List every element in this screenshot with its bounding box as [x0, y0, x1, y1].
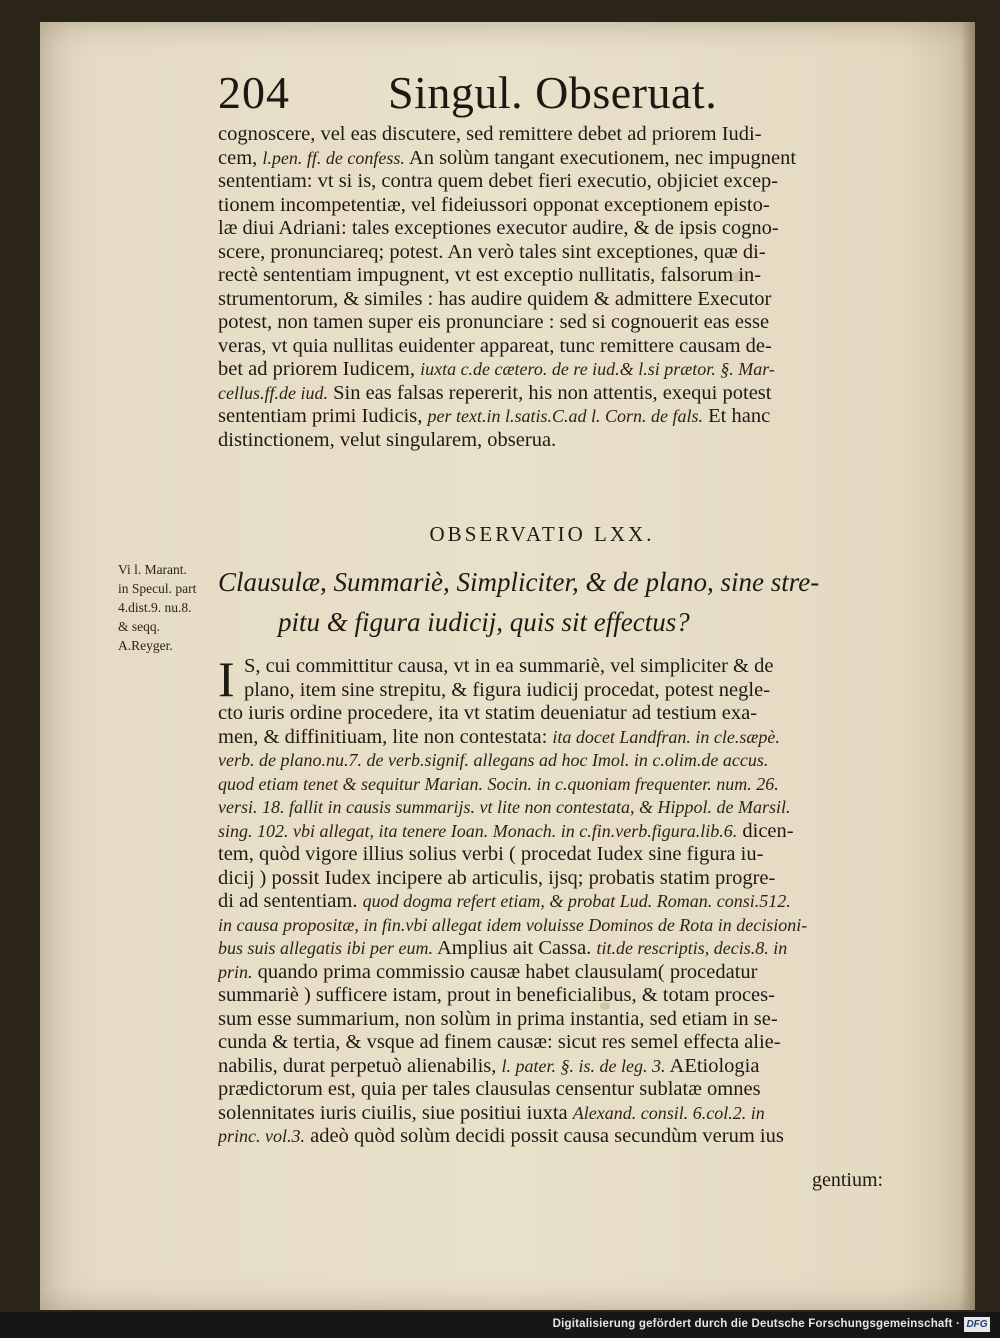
page-header [218, 66, 778, 126]
text-line: læ diui Adriani: tales exceptiones executor audire, & de ipsis cogno- [218, 217, 779, 239]
running-title: Singul. Obseruat. [388, 67, 718, 118]
text-line: cognoscere, vel eas discutere, sed remittere debet ad priorem Iudi- [218, 123, 762, 145]
page-edge-shadow [961, 22, 975, 1310]
text-line: scere, pronunciareq; potest. An verò tales sint exceptiones, quæ di- [218, 240, 766, 263]
margin-note [118, 560, 222, 655]
text-line: sing. 102. vbi allegat, ita tenere Ioan. Monach. in c.fin.verb.figura.lib.6. dicen- [218, 819, 794, 842]
text-line: dicij ) possit Iudex incipere ab articulis, ijsq; probatis statim progre- [218, 866, 776, 889]
text-line: di ad sententiam. quod dogma refert etiam, & probat Lud. Roman. consi.512. [218, 890, 791, 912]
text-line: distinctionem, velut singularem, obserua. [218, 428, 557, 451]
text-line: cellus.ff.de iud. Sin eas falsas repererit, his non attentis, exequi potest [218, 381, 772, 404]
text-line: nabilis, durat perpetuò alienabilis, l. pater. §. is. de leg. 3. AEtiologia [218, 1054, 760, 1077]
text-line: sententiam primi Iudicis, per text.in l.satis.C.ad l. Corn. de fals. Et hanc [218, 405, 771, 427]
text-line: quod etiam tenet & sequitur Marian. Socin. in c.quoniam frequenter. num. 26. [218, 773, 779, 794]
text-line: S, cui committitur causa, vt in ea summariè, vel simpliciter & de [244, 655, 774, 677]
text-line: verb. de plano.nu.7. de verb.signif. allegans ad hoc Imol. in c.olim.de accus. [218, 750, 769, 770]
text-block-observation [218, 651, 866, 1149]
text-line: cunda & tertia, & vsque ad finem causæ: sicut res semel effecta alie- [218, 1031, 781, 1053]
text-line: bet ad priorem Iudicem, iuxta c.de cætero. de re iud.& l.si prætor. §. Mar- [218, 358, 775, 380]
dfg-logo-icon: DFG [964, 1317, 990, 1332]
text-line: cto iuris ordine procedere, ita vt statim deueniatur ad testium exa- [218, 702, 758, 724]
text-line: prædictorum est, quia per tales clausulas censentur sublatæ omnes [218, 1078, 761, 1100]
text-line: versi. 18. fallit in causis summarijs. vt lite non contestata, & Hippol. de Marsil. [218, 797, 791, 817]
text-line: princ. vol.3. adeò quòd solùm decidi possit causa secundùm verum ius [218, 1125, 784, 1147]
text-line: sententiam: vt si is, contra quem debet fieri executio, objiciet excep- [218, 170, 779, 192]
margin-note-line: Vi l. Marant. [118, 562, 187, 577]
text-line: tionem incompetentiæ, vel fideiussori opponat exceptionem episto- [218, 193, 770, 216]
catchword: gentium: [812, 1169, 884, 1191]
margin-note-line: 4.dist.9. nu.8. [118, 600, 192, 615]
text-line: prin. quando prima commissio causæ habet clausulam( procedatur [218, 960, 758, 983]
text-line: in causa propositæ, in fin.vbi allegat idem voluisse Dominos de Rota in decisioni- [218, 914, 808, 935]
observation-title-line: Clausulæ, Summariè, Simpliciter, & de plano, sine stre- [218, 567, 820, 597]
text-line: sum esse summarium, non solùm in prima instantia, sed etiam in se- [218, 1007, 778, 1030]
observation-title-line: pitu & figura iudicij, quis sit effectus? [278, 607, 690, 637]
observation-title [218, 562, 868, 642]
margin-note-line: & seqq. [118, 619, 160, 634]
text-line: potest, non tamen super eis pronunciare : sed si cognouerit eas esse [218, 311, 770, 333]
text-line: tem, quòd vigore illius solius verbi ( procedat Iudex sine figura iu- [218, 843, 764, 865]
text-line: veras, vt quia nullitas euidenter appareat, tunc remittere causam de- [218, 334, 772, 357]
text-line: bus suis allegatis ibi per eum. Amplius ait Cassa. tit.de rescriptis, decis.8. in [218, 937, 788, 959]
drop-cap-initial: I [218, 651, 235, 707]
text-line: solennitates iuris ciuilis, siue positiui iuxta Alexand. consil. 6.col.2. in [218, 1101, 765, 1124]
text-line: plano, item sine strepitu, & figura iudicij procedat, potest negle- [244, 678, 771, 701]
text-line: strumentorum, & similes : has audire quidem & admittere Executor [218, 287, 772, 310]
text-line: summariè ) sufficere istam, prout in beneficialibus, & totam proces- [218, 984, 775, 1006]
margin-note-line: A.Reyger. [118, 638, 173, 653]
margin-note-line: in Specul. part [118, 581, 197, 596]
footer-bar [0, 1312, 1000, 1338]
text-block-continuation [218, 123, 866, 452]
text-line: men, & diffinitiuam, lite non contestata: ita docet Landfran. in cle.sæpè. [218, 725, 780, 748]
page-number: 204 [218, 67, 290, 118]
observation-heading: OBSERVATIO LXX. [429, 522, 655, 546]
text-line: rectè sententiam impugnent, vt est exceptio nullitatis, falsorum in- [218, 264, 762, 286]
footer-credit: Digitalisierung gefördert durch die Deutsche Forschungsgemeinschaft · [552, 1318, 960, 1330]
text-line: cem, l.pen. ff. de confess. An solùm tangant executionem, nec impugnent [218, 146, 797, 169]
